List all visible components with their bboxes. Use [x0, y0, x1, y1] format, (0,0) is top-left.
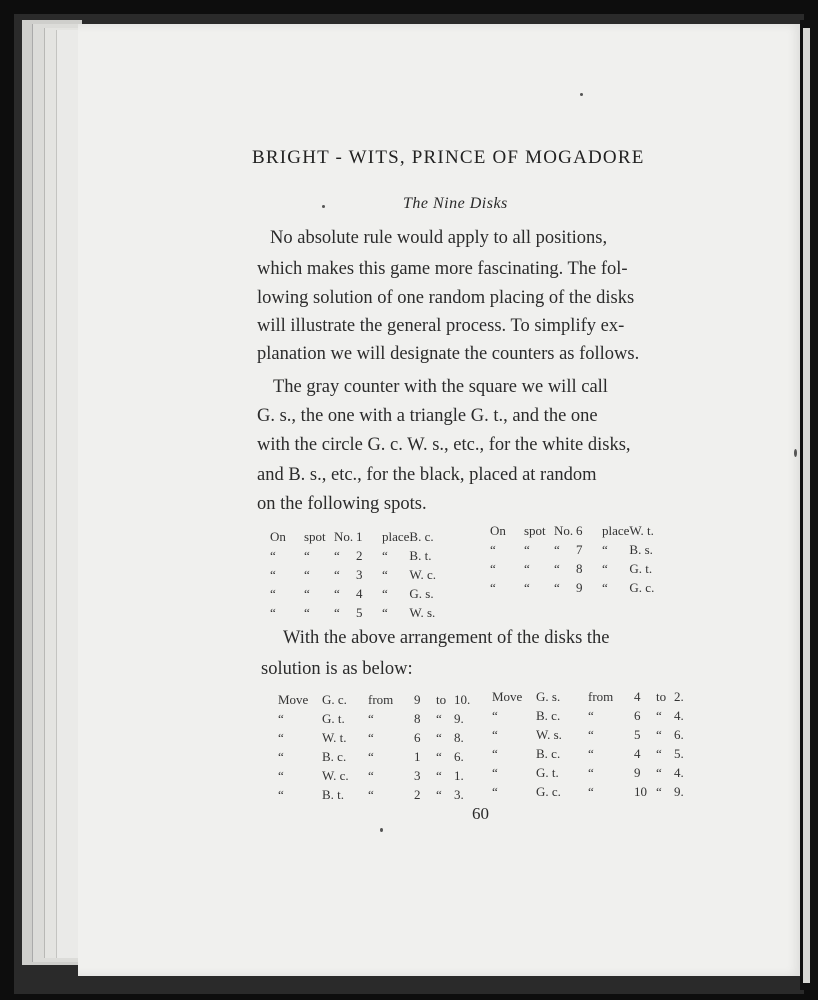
table-cell: G. c. — [322, 692, 347, 707]
table-cell: “ — [270, 567, 276, 582]
table-cell: 3 — [356, 567, 363, 582]
table-cell: B. c. — [536, 708, 561, 723]
table-row — [492, 689, 698, 708]
table-cell: “ — [334, 605, 340, 620]
table-cell: “ — [304, 567, 310, 582]
table-cell: place — [602, 523, 630, 538]
table-cell: “ — [524, 542, 530, 557]
table-cell: “ — [368, 787, 374, 802]
table-cell: G. t. — [536, 765, 559, 780]
paragraph-line: will illustrate the general process. To simplify ex- — [257, 316, 625, 336]
table-cell: G. c. — [629, 580, 655, 595]
table-cell: “ — [304, 586, 310, 601]
table-cell: “ — [602, 580, 608, 595]
table-cell: to — [656, 689, 667, 704]
table-cell: “ — [278, 749, 284, 764]
table-cell: “ — [656, 746, 662, 761]
table-cell: “ — [524, 561, 530, 576]
table-row — [490, 523, 669, 542]
table-cell: “ — [554, 580, 560, 595]
table-cell: “ — [270, 586, 276, 601]
table-cell: “ — [588, 708, 594, 723]
table-cell: 9. — [674, 784, 684, 799]
table-row — [490, 561, 669, 580]
table-cell: “ — [492, 784, 498, 799]
table-cell: “ — [554, 542, 560, 557]
table-cell: “ — [436, 711, 442, 726]
table-row — [490, 542, 669, 561]
table-cell: B. s. — [629, 542, 653, 557]
table-cell: “ — [436, 787, 442, 802]
table-cell: 4. — [674, 708, 684, 723]
table-cell: “ — [490, 542, 496, 557]
table-cell: “ — [382, 586, 388, 601]
spot-placement-table-right — [490, 523, 669, 599]
table-cell: place — [382, 529, 410, 544]
table-row — [492, 746, 698, 765]
table-cell: 4 — [634, 746, 641, 761]
table-cell: to — [436, 692, 447, 707]
table-cell: On — [490, 523, 506, 538]
table-cell: 6 — [576, 523, 583, 538]
table-row — [490, 580, 669, 599]
table-cell: 8. — [454, 730, 464, 745]
table-cell: “ — [602, 542, 608, 557]
paper-speck — [322, 205, 325, 208]
table-cell: 6. — [674, 727, 684, 742]
paragraph-line: with the circle G. c. W. s., etc., for the white disks, — [257, 435, 631, 455]
table-row — [278, 711, 478, 730]
table-cell: spot — [524, 523, 546, 538]
table-cell: No. — [554, 523, 574, 538]
table-cell: “ — [492, 746, 498, 761]
table-cell: W. s. — [536, 727, 562, 742]
table-cell: 8 — [576, 561, 583, 576]
table-cell: 7 — [576, 542, 583, 557]
table-row — [492, 727, 698, 746]
table-cell: W. c. — [409, 567, 437, 582]
table-row — [270, 548, 449, 567]
paragraph-line: solution is as below: — [261, 659, 413, 679]
table-cell: “ — [554, 561, 560, 576]
table-cell: “ — [334, 567, 340, 582]
table-cell: “ — [490, 580, 496, 595]
running-head: BRIGHT - WITS, PRINCE OF MOGADORE — [252, 147, 645, 168]
paragraph-line: and B. s., etc., for the black, placed at random — [257, 465, 597, 485]
table-cell: “ — [436, 768, 442, 783]
table-cell: “ — [436, 730, 442, 745]
table-cell: “ — [382, 605, 388, 620]
table-cell: G. c. — [536, 784, 561, 799]
table-cell: 9 — [576, 580, 583, 595]
moves-table-right — [492, 689, 698, 803]
paragraph-line: With the above arrangement of the disks the — [283, 628, 610, 648]
table-cell: G. t. — [322, 711, 345, 726]
table-row — [278, 768, 478, 787]
table-cell: “ — [492, 727, 498, 742]
table-cell: 4. — [674, 765, 684, 780]
table-cell: 10 — [634, 784, 647, 799]
paragraph-line: lowing solution of one random placing of the disks — [257, 288, 635, 308]
table-row — [270, 586, 449, 605]
table-cell: 9 — [414, 692, 421, 707]
table-cell: G. t. — [629, 561, 653, 576]
table-cell: B. t. — [409, 548, 432, 563]
table-cell: “ — [656, 708, 662, 723]
table-cell: Move — [492, 689, 523, 704]
table-cell: 2 — [414, 787, 421, 802]
table-row — [270, 529, 449, 548]
table-cell: W. c. — [322, 768, 349, 783]
table-cell: “ — [278, 730, 284, 745]
table-cell: “ — [270, 548, 276, 563]
table-cell: spot — [304, 529, 326, 544]
table-cell: “ — [656, 784, 662, 799]
table-cell: 9 — [634, 765, 641, 780]
table-cell: from — [588, 689, 614, 704]
table-row — [278, 692, 478, 711]
table-cell: B. c. — [536, 746, 561, 761]
right-page-sliver — [803, 28, 810, 983]
table-cell: On — [270, 529, 286, 544]
table-cell: 1 — [356, 529, 363, 544]
paragraph-line: planation we will designate the counters as follows. — [257, 344, 640, 364]
table-cell: W. t. — [322, 730, 347, 745]
table-cell: 6 — [414, 730, 421, 745]
paper-speck — [380, 828, 383, 832]
paper-speck — [580, 93, 583, 96]
table-cell: 8 — [414, 711, 421, 726]
moves-table-left — [278, 692, 478, 806]
table-cell: 1 — [414, 749, 421, 764]
table-cell: “ — [524, 580, 530, 595]
table-cell: 5 — [356, 605, 363, 620]
table-cell: “ — [270, 605, 276, 620]
table-cell: “ — [436, 749, 442, 764]
paper-speck — [794, 449, 797, 457]
table-cell: 4 — [356, 586, 363, 601]
table-cell: G. s. — [409, 586, 434, 601]
table-cell: 5. — [674, 746, 684, 761]
paragraph-line: G. s., the one with a triangle G. t., and the one — [257, 406, 598, 426]
table-row — [492, 784, 698, 803]
table-cell: “ — [490, 561, 496, 576]
table-cell: 2. — [674, 689, 684, 704]
table-cell: 4 — [634, 689, 641, 704]
table-cell: 10. — [454, 692, 471, 707]
paragraph-line: No absolute rule would apply to all positions, — [270, 228, 608, 248]
table-row — [278, 730, 478, 749]
table-cell: “ — [588, 727, 594, 742]
table-cell: from — [368, 692, 394, 707]
table-cell: Move — [278, 692, 309, 707]
table-cell: W. s. — [409, 605, 436, 620]
table-cell: “ — [382, 567, 388, 582]
paragraph-line: The gray counter with the square we will call — [273, 377, 608, 397]
spot-placement-table-left — [270, 529, 449, 624]
table-cell: No. — [334, 529, 354, 544]
table-cell: “ — [588, 784, 594, 799]
table-cell: “ — [492, 765, 498, 780]
table-cell: 2 — [356, 548, 363, 563]
table-row — [492, 765, 698, 784]
table-cell: B. c. — [409, 529, 434, 544]
table-cell: 9. — [454, 711, 464, 726]
table-row — [278, 787, 478, 806]
table-row — [492, 708, 698, 727]
table-cell: “ — [382, 548, 388, 563]
table-cell: B. c. — [322, 749, 347, 764]
table-cell: 1. — [454, 768, 464, 783]
table-cell: “ — [492, 708, 498, 723]
table-cell: 5 — [634, 727, 641, 742]
table-cell: 3. — [454, 787, 464, 802]
table-cell: “ — [368, 730, 374, 745]
table-row — [270, 605, 449, 624]
section-title: The Nine Disks — [403, 195, 508, 212]
table-cell: “ — [278, 787, 284, 802]
page-number: 60 — [472, 804, 489, 823]
table-cell: W. t. — [629, 523, 654, 538]
table-cell: “ — [656, 765, 662, 780]
table-cell: “ — [278, 711, 284, 726]
table-cell: “ — [588, 765, 594, 780]
table-cell: “ — [602, 561, 608, 576]
table-cell: “ — [368, 768, 374, 783]
table-cell: “ — [368, 711, 374, 726]
table-row — [278, 749, 478, 768]
table-cell: “ — [368, 749, 374, 764]
table-cell: G. s. — [536, 689, 561, 704]
table-cell: “ — [334, 548, 340, 563]
table-cell: “ — [588, 746, 594, 761]
table-cell: “ — [304, 548, 310, 563]
table-row — [270, 567, 449, 586]
paragraph-line: which makes this game more fascinating. The fol- — [257, 259, 628, 279]
table-cell: “ — [334, 586, 340, 601]
table-cell: 6. — [454, 749, 464, 764]
table-cell: B. t. — [322, 787, 345, 802]
paragraph-line: on the following spots. — [257, 494, 427, 514]
table-cell: 6 — [634, 708, 641, 723]
table-cell: 3 — [414, 768, 421, 783]
table-cell: “ — [656, 727, 662, 742]
table-cell: “ — [304, 605, 310, 620]
table-cell: “ — [278, 768, 284, 783]
